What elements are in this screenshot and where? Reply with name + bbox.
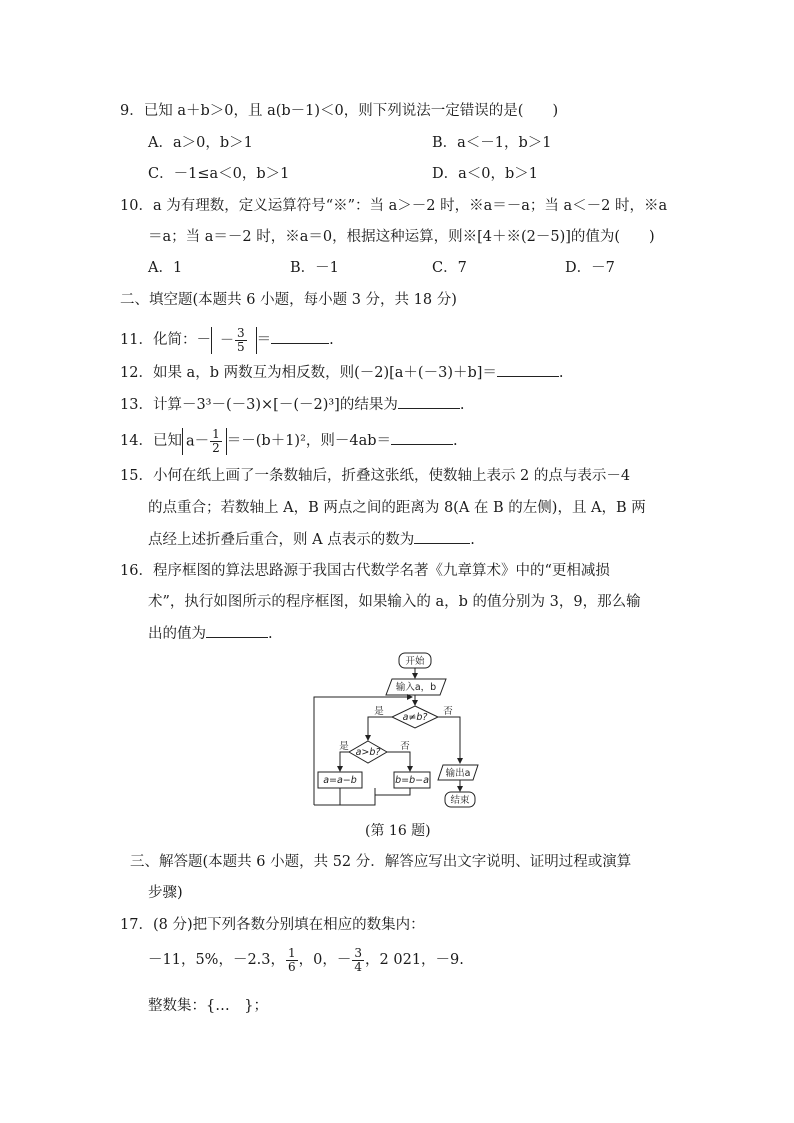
q17-integer-set: 整数集：{… }； (148, 998, 268, 1014)
q11: 11．化简：－ － $\frac{3}{5}$ ＝ . (120, 325, 334, 354)
q15-line1: 15．小何在纸上画了一条数轴后，折叠这张纸，使数轴上表示 2 的点与表示－4 (120, 468, 631, 484)
flowchart-diagram (300, 645, 500, 815)
q15-line2: 的点重合；若数轴上 A，B 两点之间的距离为 8(A 在 B 的左侧)，且 A，B 两 (148, 500, 646, 516)
q10-option-c: C．7 (432, 260, 467, 276)
section-3-heading-line2: 步骤) (148, 885, 183, 901)
q17-stem: 17．(8 分)把下列各数分别填在相应的数集内： (120, 917, 425, 933)
q13: 13．计算－3³－(－3)×[－(－2)³]的结果为 . (120, 394, 464, 415)
q11-prefix: 11．化简：－ (120, 332, 211, 348)
q16-line1: 16．程序框图的算法思路源于我国古代数学名著《九章算术》中的“更相减损 (120, 563, 610, 579)
flow-input-label: 输入a，b (395, 682, 437, 693)
q14-fraction: $\frac{1}{2}$ (212, 426, 220, 455)
q9-option-b: B．a＜－1，b＞1 (432, 135, 552, 151)
q11-answer-blank[interactable] (271, 329, 329, 344)
q10-option-b: B．－1 (290, 260, 339, 276)
q10-stem-line2: ＝a；当 a＝－2 时，※a＝0，根据这种运算，则※[4＋※(2－5)]的值为( ) (148, 229, 655, 245)
section-3-heading-line1: 三、解答题(本题共 6 小题，共 52 分．解答应写出文字说明、证明过程或演算 (130, 854, 632, 870)
flow-end-label: 结束 (450, 795, 470, 806)
q11-fraction: $\frac{3}{5}$ (236, 325, 245, 354)
q16-line3: 出的值为 . (148, 623, 273, 644)
q14: 14．已知 a－ $\frac{1}{2}$ ＝－(b＋1)²，则－4ab＝ . (120, 426, 458, 455)
q12: 12．如果 a，b 两数互为相反数，则(－2)[a＋(－3)＋b]＝ . (120, 362, 564, 383)
q13-text: 13．计算－3³－(－3)×[－(－2)³]的结果为 (120, 397, 398, 413)
q16-line2: 术”，执行如图所示的程序框图，如果输入的 a，b 的值分别为 3，9，那么输 (148, 594, 641, 610)
q10-stem-line1: 10．a 为有理数，定义运算符号“※”：当 a＞－2 时，※a＝－a；当 a＜－2 时，※a (120, 198, 668, 214)
q12-text: 12．如果 a，b 两数互为相反数，则(－2)[a＋(－3)＋b]＝ (120, 365, 497, 381)
q10-option-d: D．－7 (565, 260, 615, 276)
q17-fraction-2: $\frac{3}{4}$ (354, 945, 363, 974)
q17-numbers: －11，5%，－2.3， $\frac{1}{6}$ ，0，－ $\frac{3}{4}$ ，2 021，－9. (148, 945, 464, 974)
flow-condition-2-label: a>b? (355, 747, 381, 758)
flow-no-1-label: 否 (443, 706, 453, 717)
flow-start-label: 开始 (405, 656, 425, 667)
q15-answer-blank[interactable] (414, 529, 470, 544)
flow-assign-a-label: a=a−b (323, 775, 357, 786)
q10-option-a: A．1 (148, 260, 183, 276)
q14-prefix: 14．已知 (120, 433, 182, 449)
figure-caption: (第 16 题) (365, 823, 431, 839)
flow-yes-2-label: 是 (339, 741, 349, 752)
q9-option-a: A．a＞0，b＞1 (148, 135, 253, 151)
flow-assign-b-label: b=b−a (395, 775, 429, 786)
q11-abs: － $\frac{3}{5}$ (211, 327, 257, 354)
flow-yes-1-label: 是 (374, 706, 384, 717)
q16-answer-blank[interactable] (206, 623, 268, 638)
q9-option-c: C．－1≤a＜0，b＞1 (148, 166, 290, 182)
q17-fraction-1: $\frac{1}{6}$ (288, 945, 296, 974)
flow-condition-1-label: a≠b? (402, 712, 428, 723)
q12-answer-blank[interactable] (497, 362, 559, 377)
q14-abs: a－ $\frac{1}{2}$ (182, 428, 227, 455)
q15-line3: 点经上述折叠后重合，则 A 点表示的数为 . (148, 529, 475, 550)
q14-answer-blank[interactable] (391, 430, 453, 445)
flow-no-2-label: 否 (400, 741, 410, 752)
section-2-heading: 二、填空题(本题共 6 小题，每小题 3 分，共 18 分) (120, 292, 457, 308)
q9-option-d: D．a＜0，b＞1 (432, 166, 539, 182)
flow-output-label: 输出a (445, 768, 471, 779)
q9-stem: 9．已知 a＋b＞0，且 a(b－1)＜0，则下列说法一定错误的是( ) (120, 103, 559, 119)
q13-answer-blank[interactable] (398, 394, 460, 409)
